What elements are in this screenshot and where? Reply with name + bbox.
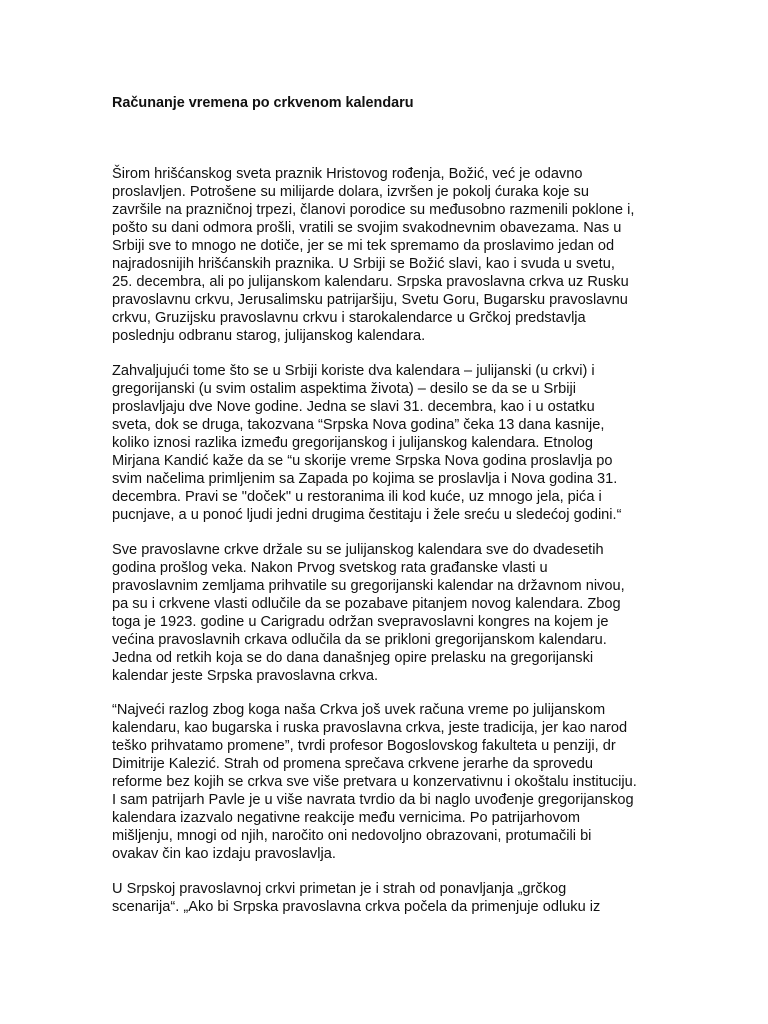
- text-line: sveta, dok se druga, takozvana “Srpska Nova godina” čeka 13 dana kasnije,: [112, 417, 605, 433]
- text-line: toga je 1923. godine u Carigradu održan svepravoslavni kongres na kojem je: [112, 614, 609, 630]
- text-line: 25. decembra, ali po julijanskom kalendaru. Srpska pravoslavna crkva uz Rusku: [112, 274, 629, 290]
- text-line: decembra. Pravi se "doček" u restoranima ili kod kuće, uz mnogo jela, pića i: [112, 489, 602, 505]
- text-line: crkvu, Gruzijsku pravoslavnu crkvu i starokalendarce u Grčkoj predstavlja: [112, 310, 586, 326]
- paragraph: [112, 880, 672, 916]
- paragraph: [112, 165, 672, 345]
- text-line: svim načelima primljenim sa Zapada po kojima se proslavlja i Nova godina 31.: [112, 471, 618, 487]
- text-line: Širom hrišćanskog sveta praznik Hristovog rođenja, Božić, već je odavno: [112, 166, 583, 182]
- text-line: pucnjave, a u ponoć ljudi jedni drugima čestitaju i žele sreću u sledećoj godini.“: [112, 507, 622, 523]
- text-line: scenarija“. „Ako bi Srpska pravoslavna crkva počela da primenjuje odluku iz: [112, 899, 601, 915]
- document-title: Računanje vremena po crkvenom kalendaru: [112, 95, 414, 111]
- text-line: kalendara izazvalo negativne reakcije među vernicima. Po patrijarhovom: [112, 810, 581, 826]
- paragraph: [112, 362, 672, 524]
- text-line: koliko iznosi razlika između gregorijanskog i julijanskog kalendara. Etnolog: [112, 435, 594, 451]
- text-line: mišljenju, mnogi od njih, naročito oni nedovoljno obrazovani, protumačili bi: [112, 828, 592, 844]
- text-line: “Najveći razlog zbog koga naša Crkva još uvek računa vreme po julijanskom: [112, 702, 606, 718]
- text-line: Sve pravoslavne crkve držale su se julijanskog kalendara sve do dvadesetih: [112, 542, 604, 558]
- text-line: Mirjana Kandić kaže da se “u skorije vreme Srpska Nova godina proslavlja po: [112, 453, 613, 469]
- text-line: gregorijanski (u svim ostalim aspektima života) – desilo se da se u Srbiji: [112, 381, 576, 397]
- text-line: I sam patrijarh Pavle je u više navrata tvrdio da bi naglo uvođenje gregorijanskog: [112, 792, 634, 808]
- text-line: Srbiji sve to mnogo ne dotiče, jer se mi tek spremamo da proslavimo jedan od: [112, 238, 615, 254]
- text-line: pa su i crkvene vlasti odlučile da se pozabave pitanjem novog kalendara. Zbog: [112, 596, 621, 612]
- text-line: kalendar jeste Srpska pravoslavna crkva.: [112, 668, 379, 684]
- text-line: proslavljaju dve Nove godine. Jedna se slavi 31. decembra, kao i u ostatku: [112, 399, 595, 415]
- text-line: većina pravoslavnih crkava odlučila da se prikloni gregorijanskom kalendaru.: [112, 632, 607, 648]
- text-line: poslednju odbranu starog, julijanskog kalendara.: [112, 328, 426, 344]
- text-line: U Srpskoj pravoslavnoj crkvi primetan je i strah od ponavljanja „grčkog: [112, 881, 567, 897]
- text-line: najradosnijih hrišćanskih praznika. U Srbiji se Božić slavi, kao i svuda u svetu,: [112, 256, 615, 272]
- text-line: godina prošlog veka. Nakon Prvog svetskog rata građanske vlasti u: [112, 560, 548, 576]
- text-line: ovakav čin kao izdaju pravoslavlja.: [112, 846, 336, 862]
- text-line: reforme bez kojih se crkva sve više pretvara u konzervativnu i okoštalu instituciju.: [112, 774, 637, 790]
- text-line: pravoslavnu crkvu, Jerusalimsku patrijaršiju, Svetu Goru, Bugarsku pravoslavnu: [112, 292, 628, 308]
- paragraph: [112, 701, 672, 863]
- text-line: Jedna od retkih koja se do dana današnjeg opire prelasku na gregorijanski: [112, 650, 594, 666]
- text-line: kalendaru, kao bugarska i ruska pravoslavna crkva, jeste tradicija, jer kao narod: [112, 720, 628, 736]
- paragraph: [112, 541, 672, 685]
- text-line: teško prihvatamo promene”, tvrdi profesor Bogoslovskog fakulteta u penziji, dr: [112, 738, 616, 754]
- text-line: Dimitrije Kalezić. Strah od promena sprečava crkvene jerarhe da sprovedu: [112, 756, 594, 772]
- text-line: pravoslavnim zemljama prihvatile su gregorijanski kalendar na državnom nivou,: [112, 578, 625, 594]
- text-line: proslavljen. Potrošene su milijarde dolara, izvršen je pokolj ćuraka koje su: [112, 184, 589, 200]
- text-line: završile na prazničnoj trpezi, članovi porodice su međusobno razmenili poklone i,: [112, 202, 635, 218]
- text-line: Zahvaljujući tome što se u Srbiji koriste dva kalendara – julijanski (u crkvi) i: [112, 363, 595, 379]
- text-line: pošto su dani odmora prošli, vratili se svojim svakodnevnim obavezama. Nas u: [112, 220, 622, 236]
